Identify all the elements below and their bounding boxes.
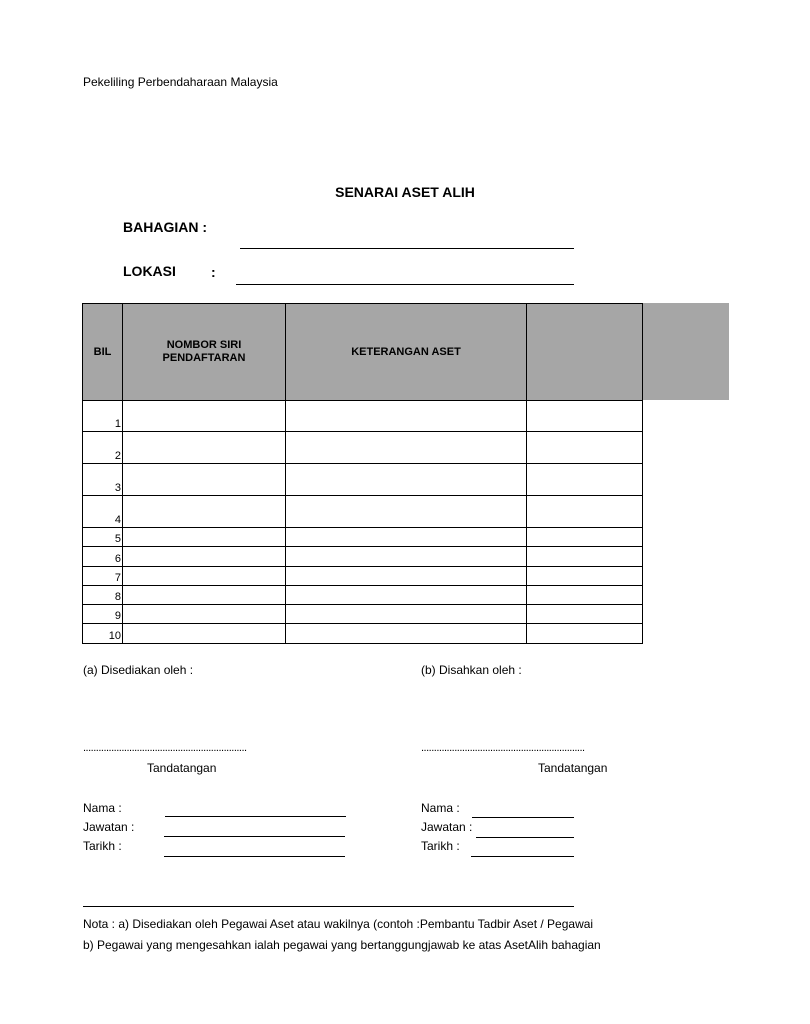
nama-line-left[interactable] bbox=[165, 816, 346, 817]
nama-label-left: Nama : bbox=[83, 801, 122, 815]
cell-nombor-siri[interactable] bbox=[123, 605, 286, 624]
cell-keterangan[interactable] bbox=[286, 432, 527, 464]
table-row bbox=[83, 528, 643, 547]
cell-nombor-siri[interactable] bbox=[123, 624, 286, 644]
row-number: 7 bbox=[83, 567, 123, 586]
lokasi-colon: : bbox=[211, 264, 216, 280]
cell-extra[interactable] bbox=[527, 624, 643, 644]
signature-dots-right: ................................................................ bbox=[421, 742, 585, 754]
table-row bbox=[83, 547, 643, 567]
nama-line-right[interactable] bbox=[472, 817, 574, 818]
table-row bbox=[83, 567, 643, 586]
row-number: 4 bbox=[83, 496, 123, 528]
lokasi-input-line[interactable] bbox=[236, 284, 574, 285]
cell-extra[interactable] bbox=[527, 496, 643, 528]
cell-keterangan[interactable] bbox=[286, 547, 527, 567]
tarikh-label-right: Tarikh : bbox=[421, 839, 460, 853]
cell-nombor-siri[interactable] bbox=[123, 528, 286, 547]
header-nombor-siri-line1: NOMBOR SIRI bbox=[166, 339, 242, 351]
header-nombor-siri-line2: PENDAFTARAN bbox=[162, 352, 246, 364]
table-row bbox=[83, 624, 643, 644]
row-number: 3 bbox=[83, 464, 123, 496]
bahagian-label: BAHAGIAN : bbox=[123, 219, 207, 235]
cell-nombor-siri[interactable] bbox=[123, 547, 286, 567]
cell-extra[interactable] bbox=[527, 547, 643, 567]
row-number: 6 bbox=[83, 547, 123, 567]
cell-nombor-siri[interactable] bbox=[123, 432, 286, 464]
header-extra bbox=[527, 304, 643, 401]
notes-divider bbox=[83, 906, 574, 907]
table-row bbox=[83, 586, 643, 605]
note-b: b) Pegawai yang mengesahkan ialah pegawai yang bertanggungjawab ke atas AsetAlih bahagian bbox=[83, 938, 601, 952]
cell-extra[interactable] bbox=[527, 432, 643, 464]
asset-table-container bbox=[82, 303, 574, 645]
jawatan-label-left: Jawatan : bbox=[83, 820, 135, 834]
table-row bbox=[83, 432, 643, 464]
row-number: 5 bbox=[83, 528, 123, 547]
row-number: 10 bbox=[83, 624, 123, 644]
note-a: Nota : a) Disediakan oleh Pegawai Aset atau wakilnya (contoh :Pembantu Tadbir Aset / Pegawai bbox=[83, 917, 594, 931]
cell-keterangan[interactable] bbox=[286, 567, 527, 586]
cell-extra[interactable] bbox=[527, 401, 643, 432]
cell-keterangan[interactable] bbox=[286, 586, 527, 605]
cell-keterangan[interactable] bbox=[286, 401, 527, 432]
cell-nombor-siri[interactable] bbox=[123, 567, 286, 586]
cell-keterangan[interactable] bbox=[286, 528, 527, 547]
cell-keterangan[interactable] bbox=[286, 624, 527, 644]
tarikh-line-left[interactable] bbox=[164, 856, 345, 857]
lokasi-label: LOKASI bbox=[123, 263, 176, 279]
document-title: SENARAI ASET ALIH bbox=[335, 184, 475, 200]
prepared-by-label: (a) Disediakan oleh : bbox=[83, 663, 194, 677]
header-bil: BIL bbox=[83, 304, 123, 401]
cell-extra[interactable] bbox=[527, 464, 643, 496]
cell-keterangan[interactable] bbox=[286, 605, 527, 624]
table-row bbox=[83, 401, 643, 432]
row-number: 9 bbox=[83, 605, 123, 624]
table-row bbox=[83, 605, 643, 624]
tandatangan-left: Tandatangan bbox=[147, 761, 217, 775]
cell-extra[interactable] bbox=[527, 528, 643, 547]
page-header: Pekeliling Perbendaharaan Malaysia bbox=[83, 75, 278, 89]
tandatangan-right: Tandatangan bbox=[538, 761, 608, 775]
cell-extra[interactable] bbox=[527, 586, 643, 605]
row-number: 8 bbox=[83, 586, 123, 605]
jawatan-line-right[interactable] bbox=[476, 837, 574, 838]
cell-nombor-siri[interactable] bbox=[123, 464, 286, 496]
jawatan-line-left[interactable] bbox=[164, 836, 345, 837]
approved-by-label: (b) Disahkan oleh : bbox=[421, 663, 522, 677]
table-row bbox=[83, 496, 643, 528]
header-keterangan-aset: KETERANGAN ASET bbox=[286, 304, 527, 401]
cell-keterangan[interactable] bbox=[286, 496, 527, 528]
cell-extra[interactable] bbox=[527, 567, 643, 586]
header-nombor-siri bbox=[123, 304, 286, 401]
asset-table bbox=[82, 303, 643, 644]
tarikh-line-right[interactable] bbox=[471, 856, 574, 857]
cell-nombor-siri[interactable] bbox=[123, 586, 286, 605]
bahagian-input-line[interactable] bbox=[240, 248, 574, 249]
cell-nombor-siri[interactable] bbox=[123, 401, 286, 432]
table-row bbox=[83, 464, 643, 496]
row-number: 2 bbox=[83, 432, 123, 464]
row-number: 1 bbox=[83, 401, 123, 432]
tarikh-label-left: Tarikh : bbox=[83, 839, 122, 853]
cell-extra[interactable] bbox=[527, 605, 643, 624]
cell-keterangan[interactable] bbox=[286, 464, 527, 496]
signature-dots-left: ................................................................ bbox=[83, 742, 247, 754]
jawatan-label-right: Jawatan : bbox=[421, 820, 473, 834]
nama-label-right: Nama : bbox=[421, 801, 460, 815]
cell-nombor-siri[interactable] bbox=[123, 496, 286, 528]
